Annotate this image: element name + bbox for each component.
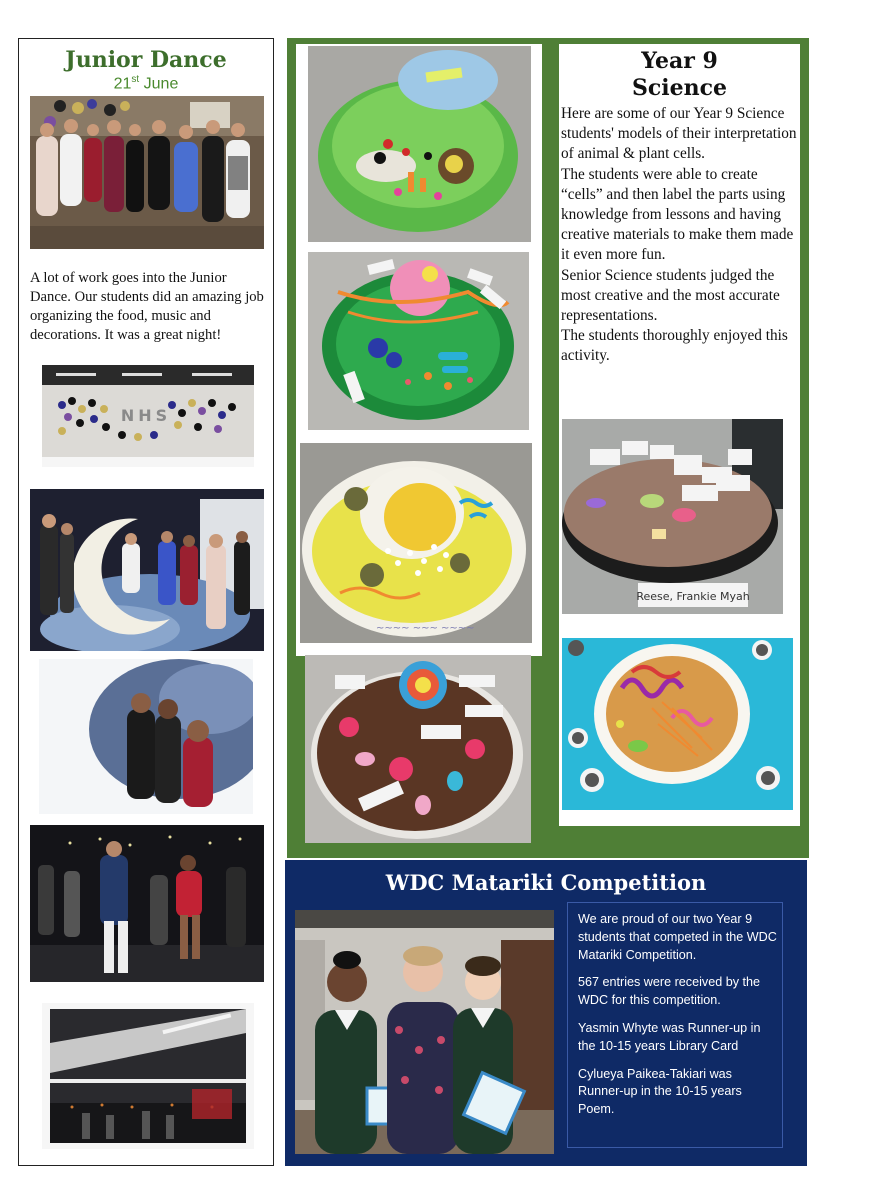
cell-model-photo-5 xyxy=(562,419,783,614)
matariki-paragraph: Cylueya Paikea-Takiari was Runner-up in the 10-15 years Poem. xyxy=(578,1066,742,1117)
junior-dance-title: Junior Dance xyxy=(65,47,227,73)
matariki-paragraph: We are proud of our two Year 9 students that competed in the WDC Matariki Competition. xyxy=(578,912,777,962)
science-paragraph: Here are some of our Year 9 Science students' models of their interpretation of animal & plant cells. xyxy=(561,105,797,163)
balloon-letters: NHS xyxy=(120,406,172,425)
matariki-title: WDC Matariki Competition xyxy=(385,870,707,895)
science-paragraph: Senior Science students judged the most creative and the most accurate representations. xyxy=(561,266,780,325)
cake-photo-label: Reese, Frankie Myah xyxy=(636,590,750,603)
science-paragraph: The students were able to create “cells” and then label the parts using knowledge from lessons and having creative materials to make them made it even more fun. xyxy=(561,165,794,264)
junior-dance-column xyxy=(18,38,274,1166)
cell-model-photo-2 xyxy=(308,252,529,430)
cell-model-photo-3 xyxy=(300,443,532,643)
cell-model-photo-4 xyxy=(305,655,531,843)
matariki-students-photo xyxy=(295,910,554,1154)
junior-dance-date: 21st June xyxy=(113,74,179,93)
moon-photo-group xyxy=(30,489,264,651)
moon-photo-girls xyxy=(39,659,253,814)
matariki-panel xyxy=(285,860,807,1166)
svg-text:~~~~ ~~~ ~~~~: ~~~~ ~~~ ~~~~ xyxy=(376,623,475,634)
junior-dance-group-photo xyxy=(30,96,264,249)
cell-model-photo-1 xyxy=(308,46,531,242)
junior-dance-body: A lot of work goes into the Junior Dance. Our students did an amazing job organizing the food, music and decorations. It was a great night! xyxy=(30,270,264,343)
science-title: Year 9 Science xyxy=(631,48,728,101)
dance-floor-photo xyxy=(30,825,264,982)
cell-model-photo-6 xyxy=(562,638,793,810)
balloon-wall-photo xyxy=(42,365,254,467)
science-body xyxy=(561,104,797,367)
matariki-text-box xyxy=(567,902,783,1148)
matariki-paragraph: Yasmin Whyte was Runner-up in the 10-15 years Library Card xyxy=(578,1020,761,1053)
science-paragraph: The students thoroughly enjoyed this activity. xyxy=(561,327,788,365)
matariki-paragraph: 567 entries were received by the WDC for this competition. xyxy=(578,975,761,1008)
hall-photo xyxy=(42,1003,254,1149)
matariki-body xyxy=(578,911,778,1129)
